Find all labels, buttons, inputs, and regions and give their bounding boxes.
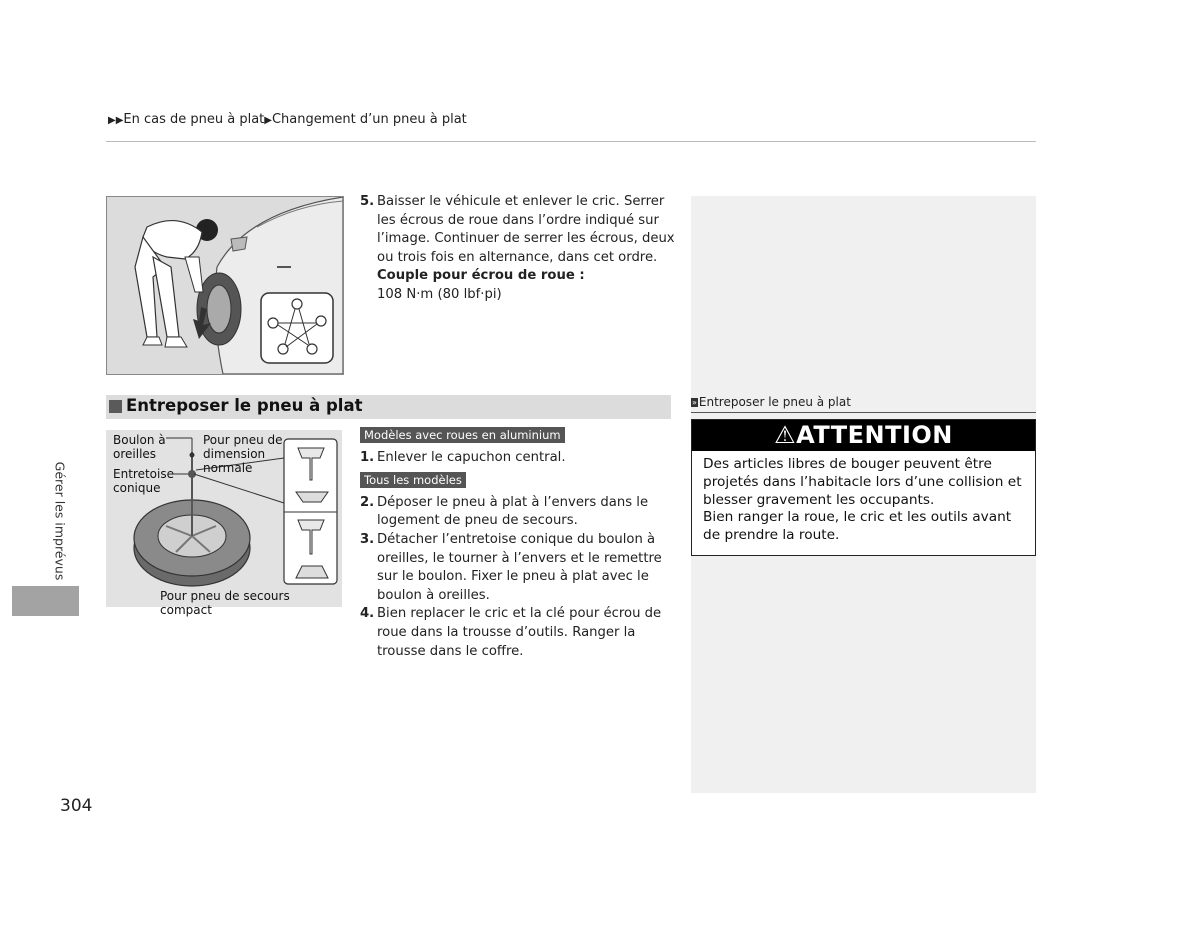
step-3-text: Détacher l’entretoise conique du boulon à oreilles, le tourner à l’envers et le remettre sur le boulon. Fixer le pneu à plat avec le boulon à oreilles. (377, 531, 662, 603)
alloy-models-tag: Modèles avec roues en aluminium (360, 427, 565, 443)
all-models-tag: Tous les modèles (360, 472, 466, 488)
step-2-number: 2. (360, 494, 375, 510)
reference-icon: » (692, 398, 697, 407)
breadcrumb-part-2: Changement d’un pneu à plat (271, 112, 467, 127)
step-5-text: Baisser le véhicule et enlever le cric. Serrer les écrous de roue dans l’ordre indiqué sur l’image. Continuer de serrer les écrous, deux ou trois fois en alternance, dans cet ordre. (377, 194, 675, 265)
header-divider (106, 141, 1036, 142)
lower-vehicle-illustration (106, 196, 344, 375)
label-full-size-tire: Pour pneu de dimension normale (203, 433, 283, 475)
step-1-number: 1. (360, 449, 375, 465)
reference-text: Entreposer le pneu à plat (698, 395, 851, 409)
page-number: 304 (60, 796, 93, 816)
side-tab-marker (12, 586, 79, 616)
warning-body (703, 456, 1028, 545)
label-cone-spacer: Entretoise conique (113, 467, 174, 495)
warning-line-1: Des articles libres de bouger peuvent être projetés dans l’habitacle lors d’une collision et blesser gravement les occupants. (703, 456, 1022, 508)
breadcrumb-part-1: En cas de pneu à plat (123, 112, 265, 127)
breadcrumb (108, 112, 467, 127)
step-1-text: Enlever le capuchon central. (377, 449, 566, 465)
side-tab-label: Gérer les imprévus (52, 461, 68, 581)
storage-steps (360, 427, 672, 661)
torque-value: 108 N·m (80 lbf·pi) (377, 286, 502, 302)
section-marker-icon (109, 400, 122, 413)
label-compact-spare: Pour pneu de secours compact (160, 589, 290, 617)
step-1 (360, 449, 672, 468)
side-tab (40, 456, 80, 586)
step-4-text: Bien replacer le cric et la clé pour écrou de roue dans la trousse d’outils. Ranger la trousse dans le coffre. (377, 606, 662, 659)
lower-vehicle-drawing (107, 197, 343, 374)
step-2-text: Déposer le pneu à plat à l’envers dans le logement de pneu de secours. (377, 494, 649, 529)
warning-triangle-icon: ⚠ (774, 421, 797, 449)
step-5 (360, 193, 680, 305)
breadcrumb-arrow-icon: ▶▶ (108, 115, 124, 126)
step-4 (360, 605, 672, 661)
label-wing-bolt: Boulon à oreilles (113, 433, 166, 461)
step-4-number: 4. (360, 606, 375, 622)
warning-header (692, 420, 1035, 451)
step-3-number: 3. (360, 531, 375, 547)
warning-title: ATTENTION (796, 421, 953, 449)
breadcrumb-separator-icon: ▶ (264, 115, 272, 126)
step-2 (360, 494, 672, 531)
step-3 (360, 531, 672, 605)
warning-box (691, 419, 1036, 556)
step-5-block (360, 193, 680, 305)
section-heading (106, 395, 671, 419)
warning-line-2: Bien ranger la roue, le cric et les outils avant de prendre la route. (703, 509, 1012, 544)
torque-label: Couple pour écrou de roue : (377, 268, 585, 284)
section-title: Entreposer le pneu à plat (126, 396, 363, 415)
sidebar-reference (691, 395, 851, 409)
reference-divider (691, 412, 1036, 413)
tire-storage-illustration (106, 430, 342, 617)
step-5-number: 5. (360, 194, 375, 209)
